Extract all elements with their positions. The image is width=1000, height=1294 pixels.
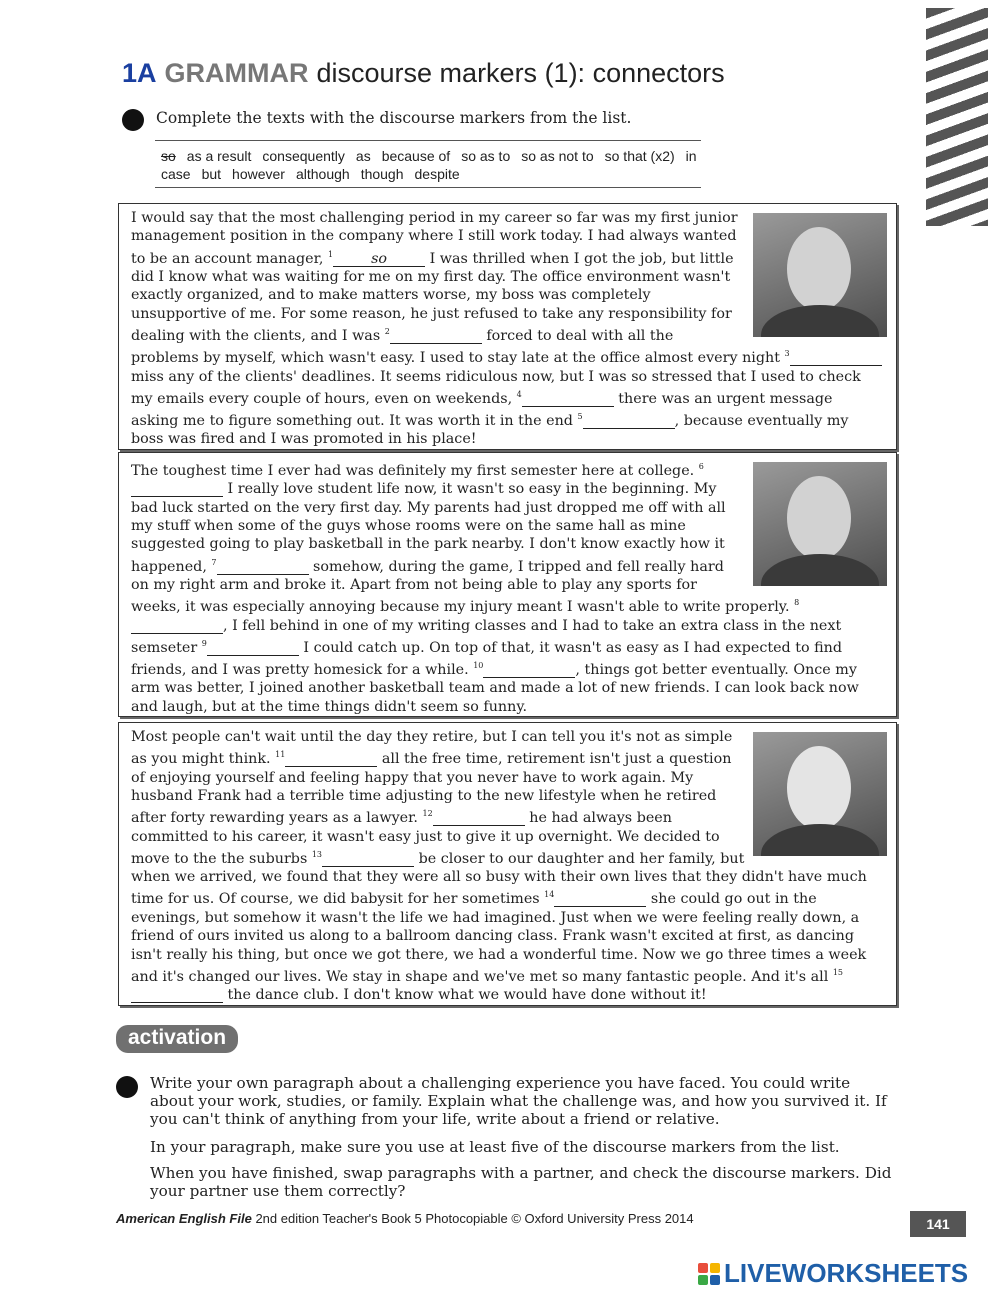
gap-number: 6 — [698, 462, 704, 471]
footer-book: American English File — [116, 1211, 252, 1226]
liveworksheets-logo-icon — [698, 1263, 720, 1285]
gap-number: 11 — [275, 750, 286, 760]
activation-paragraph-3: When you have finished, swap paragraphs with a partner, and check the discourse markers. Did your partner use them correctly? — [150, 1164, 892, 1200]
answer-gap-14[interactable] — [554, 893, 646, 907]
gap-number: 12 — [422, 809, 433, 819]
answer-gap-1[interactable]: so — [333, 253, 425, 267]
answer-gap-12[interactable] — [433, 812, 525, 826]
title-code: 1A — [122, 58, 157, 88]
activation-paragraph-2: In your paragraph, make sure you use at least five of the discourse markers from the list. — [150, 1138, 840, 1156]
word-list-item: despite — [414, 166, 460, 182]
answer-gap-5[interactable] — [583, 415, 675, 429]
gap-number: 8 — [794, 598, 800, 608]
word-list-item: so — [161, 148, 176, 164]
word-list-item: but — [201, 166, 222, 182]
answer-gap-9[interactable] — [207, 642, 299, 656]
title-section: GRAMMAR — [164, 58, 309, 88]
text-body: Most people can't wait until the day they retire, but I can tell you it's not as simple as you might think. $^{11}$ all the free time, retirement isn't just a question of enjoying yourself and feeling happy that you never have to work again. My husband Frank had a terrible time adjusting to the new lifestyle when he retired after forty rewarding years as a lawyer. $^{12}$ he had always been committed to his career, it wasn't easy just to give it up overnight. We decided to move to the the suburbs $^{13}$ be closer to our daughter and her family, but when we arrived, we found that they were all so busy with their own lives that they didn't have much time for us. Of course, we did babysit for her sometimes $^{14}$ she could go out in the evenings, but somehow it wasn't the life we had imagined. Just when we were feeling really down, a friend of ours invited us along to a ballroom dancing class. Frank wasn't excited at first, as dancing isn't really his thing, but once we got there, we had a wonderful time. Now we go three times a week and it's changed our lives. We stay in shape and we've met so many fantastic people. And it's all $^{15}$ the dance club. I don't know what we would have done without it! — [131, 729, 867, 1004]
title-subtitle: discourse markers (1): connectors — [316, 58, 725, 88]
word-list-item: so as not to — [521, 148, 594, 164]
word-list-item: so that (x2) — [604, 148, 675, 164]
liveworksheets-text: LIVEWORKSHEETS — [724, 1258, 969, 1288]
photo-businessman — [753, 213, 887, 337]
gap-number: 2 — [384, 327, 390, 337]
word-list-item: consequently — [262, 148, 345, 164]
word-list-item: though — [360, 166, 404, 182]
answer-gap-8[interactable] — [131, 620, 223, 634]
gap-number: 10 — [473, 661, 484, 671]
photo-retired-woman — [753, 732, 887, 856]
answer-gap-6[interactable] — [131, 483, 223, 497]
gap-number: 5 — [577, 412, 583, 422]
page-title — [122, 58, 725, 89]
word-list-item: however — [232, 166, 285, 182]
word-list-item: as a result — [186, 148, 252, 164]
word-list-box — [155, 140, 701, 188]
exercise-bullet-icon — [122, 109, 144, 131]
text-card-3 — [118, 722, 897, 1006]
gap-number: 15 — [832, 967, 844, 977]
instruction: Complete the texts with the discourse markers from the list. — [156, 109, 632, 127]
gap-number: 4 — [516, 389, 522, 399]
answer-gap-3[interactable] — [790, 352, 882, 366]
gap-number: 1 — [327, 249, 334, 259]
decorative-sunburst — [926, 8, 988, 226]
photo-student — [753, 462, 887, 586]
text-body: The toughest time I ever had was definitely my first semester here at college. $^6$ I really love student life now, it wasn't so easy in the beginning. My bad luck started on the very first day. My parents had just dropped me off with all my stuff when some of the guys whose rooms were on the same hall as mine suggested going to play basketball in the park nearby. I don't know exactly how it happened, $^7$ somehow, during the game, I tripped and fell really hard on my right arm and broke it. Apart from not being able to play any sports for weeks, it was especially annoying because my injury meant I wasn't able to write properly. $^8$ , I fell behind in one of my writing classes and I had to take an extra class in the next semseter $^9$ I could catch up. On top of that, it wasn't as easy as I had expected to find friends, and I was pretty homesick for a while. $^{10}$ , things got better eventually. Once my arm was better, I joined another basketball team and made a lot of new friends. I can look back now and laugh, but at the time things didn't seem so funny. — [131, 462, 859, 715]
answer-gap-10[interactable] — [483, 664, 575, 678]
gap-number: 7 — [211, 557, 217, 567]
liveworksheets-watermark — [698, 1258, 968, 1289]
answer-gap-15[interactable] — [131, 989, 223, 1003]
gap-number: 3 — [784, 349, 790, 359]
word-list-item: so as to — [461, 148, 511, 164]
gap-number: 9 — [201, 638, 207, 648]
activation-paragraph-1: Write your own paragraph about a challenging experience you have faced. You could write about your work, studies, or family. Explain what the challenge was, and how you survived it. If you can't think of anything from your life, write about a friend or relative. — [150, 1074, 887, 1128]
word-list-item: in case — [161, 148, 697, 182]
activation-bullet-icon — [116, 1076, 138, 1098]
footer-rest: 2nd edition Teacher's Book 5 Photocopiable © Oxford University Press 2014 — [251, 1211, 694, 1226]
answer-gap-13[interactable] — [322, 853, 414, 867]
answer-gap-11[interactable] — [285, 753, 377, 767]
word-list-item: although — [295, 166, 350, 182]
answer-gap-4[interactable] — [522, 393, 614, 407]
gap-number: 14 — [544, 890, 555, 900]
activation-label: activation — [116, 1025, 238, 1053]
word-list-item: because of — [381, 148, 451, 164]
text-card-2 — [118, 452, 897, 717]
page-number: 141 — [910, 1211, 966, 1237]
answer-gap-7[interactable] — [217, 561, 309, 575]
answer-gap-2[interactable] — [390, 330, 482, 344]
gap-number: 13 — [311, 849, 323, 859]
text-body: I would say that the most challenging period in my career so far was my first junior management position in the company where I still work today. I had always wanted to be an account manager, $^1$ so I was thrilled when I got the job, but little did I know what was waiting for me on my first day. The office environment wasn't exactly organized, and to make matters worse, my boss was completely unsupportive of me. For some reason, he just refused to take any responsibility for dealing with the clients, and I was $^2$ forced to deal with all the problems by myself, which wasn't easy. I used to stay late at the office almost every night $^3$ miss any of the clients' deadlines. It seems ridiculous now, but I was so stressed that I used to check my emails every couple of hours, even on weekends, $^4$ there was an urgent message asking me to figure something out. It was worth it in the end $^5$ , because eventually my boss was fired and I was promoted in his place! — [131, 210, 882, 447]
text-card-1 — [118, 203, 897, 450]
footer-credit — [116, 1211, 694, 1226]
word-list-item: as — [355, 148, 371, 164]
